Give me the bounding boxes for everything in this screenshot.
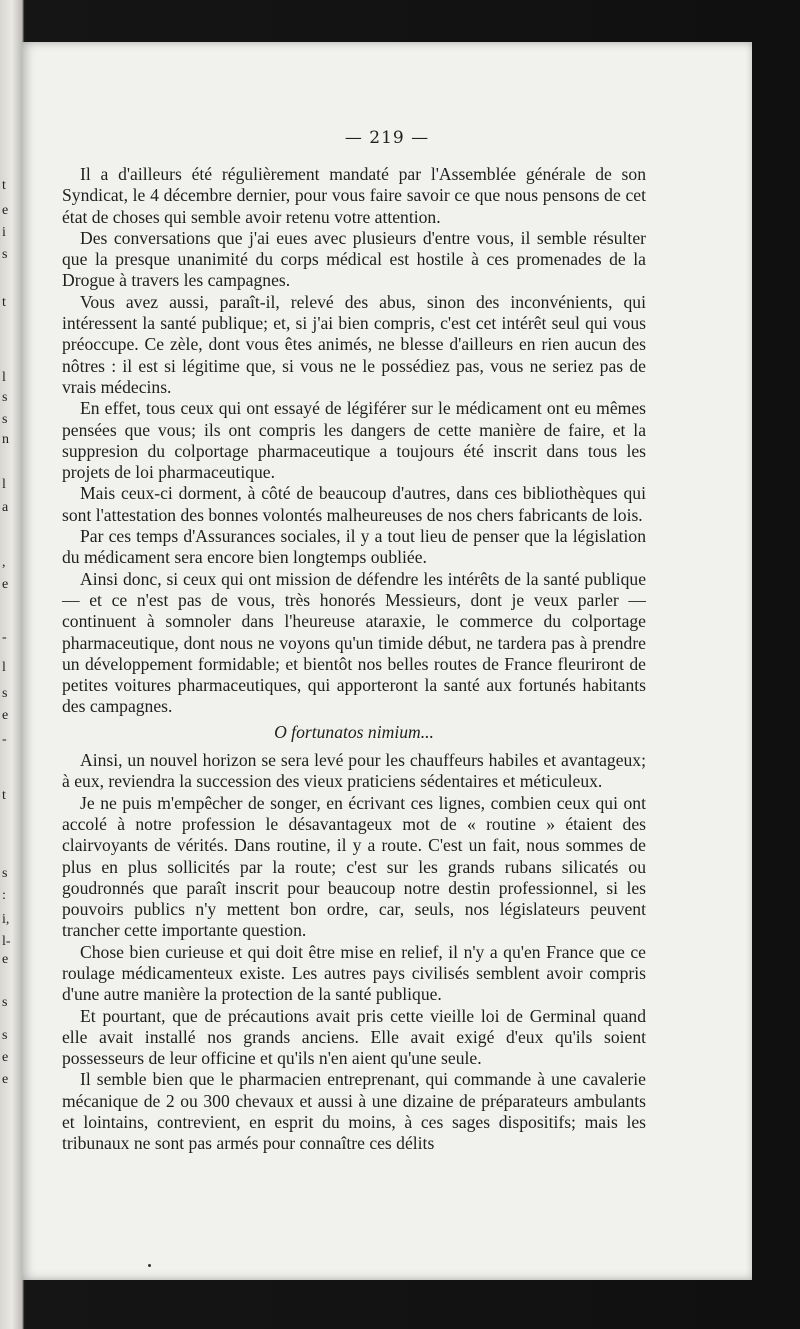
- edge-char: ,: [2, 555, 6, 570]
- edge-char: l: [2, 660, 6, 675]
- edge-char: s: [2, 390, 8, 405]
- book-page: [22, 42, 752, 1280]
- edge-char: e: [2, 1072, 9, 1087]
- edge-char: n: [2, 432, 9, 447]
- edge-char: e: [2, 952, 9, 967]
- paragraph: Mais ceux-ci dorment, à côté de beaucoup d'autres, dans ces bibliothèques qui sont l'attestation des bonnes volontés malheureuses de nos chers fabricants de lois.: [62, 483, 646, 525]
- edge-char: -: [2, 630, 7, 645]
- edge-char: l: [2, 370, 6, 385]
- edge-char: i,: [2, 912, 10, 927]
- paragraph: Par ces temps d'Assurances sociales, il y a tout lieu de penser que la législation du médicament sera encore bien longtemps oubliée.: [62, 526, 646, 568]
- edge-char: e: [2, 203, 9, 218]
- edge-char: -: [2, 732, 7, 747]
- paragraph: Il semble bien que le pharmacien entreprenant, qui commande à une cavalerie mécanique de 2 ou 300 chevaux et aussi à une dizaine de préparateurs ambulants et lointains, contrevient, en esprit du moins, à ces sages dispositifs; mais les tribunaux ne sont pas armés pour connaître ces délits: [62, 1069, 646, 1154]
- paragraph: Il a d'ailleurs été régulièrement mandaté par l'Assemblée générale de son Syndicat, le 4 décembre dernier, pour vous faire savoir ce que nous pensons de cet état de choses qui semble avoir retenu votre attention.: [62, 164, 646, 227]
- edge-char: s: [2, 412, 8, 427]
- edge-char: t: [2, 295, 6, 310]
- edge-char: e: [2, 577, 9, 592]
- paragraph: Je ne puis m'empêcher de songer, en écrivant ces lignes, combien ceux qui ont accolé à notre profession le désavantageux mot de « routine » étaient des clairvoyants de vérités. Dans routine, il y a route. C'est un fait, nous sommes de plus en plus sollicités par la route; c'est sur les grands rubans silicatés ou goudronnés que paraît inscrit pour beaucoup notre destin professionnel, si les pouvoirs publics n'y mettent bon ordre, car, seuls, nos législateurs peuvent trancher cette importante question.: [62, 792, 646, 941]
- paragraph: Chose bien curieuse et qui doit être mise en relief, il n'y a qu'en France que ce roulage médicamenteux existe. Les autres pays civilisés semblent avoir compris d'une autre manière la protection de la santé publique.: [62, 941, 646, 1005]
- edge-char: l-: [2, 934, 11, 949]
- page-body: [62, 164, 646, 1155]
- paragraph: Ainsi, un nouvel horizon se sera levé pour les chauffeurs habiles et avantageux; à eux, reviendra la succession des vieux praticiens sédentaires et méticuleux.: [62, 750, 646, 792]
- paragraph: Ainsi donc, si ceux qui ont mission de défendre les intérêts de la santé publique — et ce n'est pas de vous, très honorés Messieurs, dont je veux parler — continuent à somnoler dans l'heureuse ataraxie, le commerce du colportage pharmaceutique, dont nous ne voyons qu'un timide début, ne tardera pas à prendre un développement formidable; et bientôt nos belles routes de France fleuriront de petites voitures pharmaceutiques, qui apporteront la santé aux fortunés habitants des campagnes.: [62, 568, 646, 717]
- edge-char: e: [2, 708, 9, 723]
- edge-char: i: [2, 225, 6, 240]
- paragraph: Et pourtant, que de précautions avait pris cette vieille loi de Germinal quand elle avait installé nos grands anciens. Elle avait exigé d'eux qu'ils soient possesseurs de leur officine et qu'ils n'en aient qu'une seule.: [62, 1005, 646, 1069]
- edge-char: e: [2, 1050, 9, 1065]
- paragraph: Des conversations que j'ai eues avec plusieurs d'entre vous, il semble résulter que la presque unanimité du corps médical est hostile à ces promenades de la Drogue à travers les campagnes.: [62, 227, 646, 291]
- edge-char: s: [2, 247, 8, 262]
- paragraph: Vous avez aussi, paraît-il, relevé des abus, sinon des inconvénients, qui intéressent la santé publique; et, si j'ai bien compris, c'est cet intérêt seul qui vous préoccupe. Ce zèle, dont vous êtes animés, ne blesse d'ailleurs en rien aucun des nôtres : il est si légitime que, si vous ne le possédiez pas, vous ne seriez pas de vrais médecins.: [62, 291, 646, 397]
- edge-char: s: [2, 1028, 8, 1043]
- paragraph: En effet, tous ceux qui ont essayé de légiférer sur le médicament ont eu mêmes pensées que vous; ils ont compris les dangers de cette manière de faire, et la suppresion du colportage pharmaceutique a toujours été inscrit dans tous les projets de loi pharmaceutique.: [62, 398, 646, 483]
- edge-char: l: [2, 477, 6, 492]
- epigraph: O fortunatos nimium...: [274, 721, 434, 742]
- dust-speck: [148, 1264, 151, 1267]
- edge-char: s: [2, 866, 8, 881]
- edge-char: s: [2, 686, 8, 701]
- edge-char: t: [2, 178, 6, 193]
- edge-char: s: [2, 995, 8, 1010]
- edge-char: :: [2, 888, 6, 903]
- page-number: — 219 —: [344, 128, 430, 148]
- edge-char: t: [2, 788, 6, 803]
- edge-char: a: [2, 500, 9, 515]
- adjacent-page-edge: [0, 0, 24, 1329]
